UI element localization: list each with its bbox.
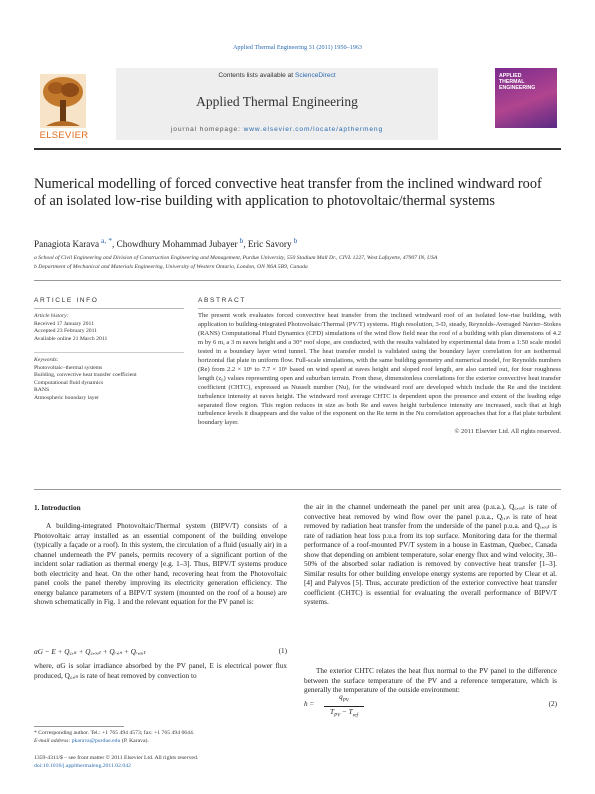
author-name[interactable]: Panagiota Karava (34, 239, 100, 250)
article-info-rule (34, 308, 184, 309)
cover-title-line: THERMAL (499, 79, 525, 85)
keywords-label: Keywords: (34, 357, 59, 363)
author-name[interactable]: , Chowdhury Mohammad Jubayer (112, 239, 238, 250)
cover-title (499, 73, 535, 91)
numerator-symbol: q (339, 693, 343, 701)
equation-number: (1) (278, 647, 287, 655)
abstract-body (198, 312, 561, 437)
journal-cover-thumbnail (495, 68, 557, 128)
email-link[interactable]: pkarava@purdue.edu (71, 737, 121, 744)
equation-text: αG − E + Q꜀,ₖ + Q꜀,ₒᵤₜ + Qᵣ,ᵢₙ + Qᵣ,ₒᵤₜ (34, 648, 146, 656)
footnote-line (34, 738, 294, 746)
keyword: Building, convective heat transfer coefficient (34, 372, 137, 379)
history-label: Article history: (34, 313, 69, 319)
paragraph-text: the air in the channel underneath the panel per unit area (p.u.a.), Q꜀,ₒᵤₜ is rate of convective heat removed by wind flow over the panel p.u.a., Qᵣ,ᵢₙ is rate of heat removed by radiation heat transfer from the underside of the panel p.u.a. and Qᵣ,ₒᵤₜ is rate of radiation heat loss p.u.a from its top surface. Monitoring data for the thermal performance of a roof-mounted PV/T system in a house in Eastman, Quebec, Canada show that depending on ambient temperature, solar energy flux and wind velocity, 30–50% of the absorbed solar radiation is removed by convective heat transfer [1–3]. Similar results for other building envelope energy systems are reported by Clear et al. [4] and Palyvos [5]. Thus, accurate prediction of the exterior convective heat transfer coefficient (CHTC) is essential for evaluating the overall performance of BIPV/T systems. (304, 503, 557, 606)
journal-masthead (34, 68, 561, 144)
paragraph-text: The exterior CHTC relates the heat flux normal to the PV panel to the difference between the surface temperature of the PV and a reference temperature, which is generally the temperature of the outside environment: (304, 667, 557, 694)
equation-2 (304, 692, 557, 719)
fraction-numerator (324, 692, 364, 707)
history-item: Received 17 January 2011 (34, 320, 94, 327)
homepage-prefix: journal homepage: (170, 126, 244, 133)
footnote-rule (34, 726, 124, 727)
author-marks[interactable]: a, * (99, 236, 113, 245)
affiliations (34, 254, 561, 271)
journal-title: Applied Thermal Engineering (196, 94, 358, 109)
article-history (34, 313, 184, 343)
author-name[interactable]: , Eric Savory (243, 239, 292, 250)
abstract-rule (198, 308, 561, 309)
contents-line (116, 72, 438, 79)
keyword: Atmospheric boundary layer (34, 394, 100, 401)
keyword: Photovoltaic–thermal systems (34, 364, 103, 371)
cover-title-line: APPLIED (499, 73, 522, 79)
keyword: Computational fluid dynamics (34, 379, 104, 386)
email-suffix: (P. Karava). (120, 737, 149, 744)
denominator-symbol: T (330, 708, 335, 717)
keywords-rule (34, 352, 184, 353)
history-item: Available online 21 March 2011 (34, 335, 108, 342)
affiliation: a School of Civil Engineering and Division of Construction Engineering and Management, Purdue University, 550 Stadium Mall Dr., CIVL 1227, West Lafayette, 47907 IN, USA (34, 255, 438, 261)
equation-1 (34, 647, 287, 657)
body-paragraph (34, 662, 287, 681)
footnote-line: * Corresponding author. Tel.: +1 765 494 4573; fax: +1 765 494 0644. (34, 730, 195, 736)
numerator-subscript: PV (342, 698, 349, 704)
article-title: Numerical modelling of forced convective heat transfer from the inclined windward roof of an isolated low-rise building with application to photovoltaic/thermal systems (34, 176, 542, 209)
homepage-link[interactable]: www.elsevier.com/locate/apthermeng (243, 126, 384, 133)
abstract-copyright: © 2011 Elsevier Ltd. All rights reserved. (454, 428, 561, 436)
cover-title-line: ENGINEERING (499, 85, 536, 91)
elsevier-tree-logo (34, 68, 92, 134)
contents-prefix: Contents lists available at (218, 72, 295, 79)
keywords (34, 357, 184, 403)
front-matter-line: 1359-4311/$ – see front matter © 2011 Elsevier Ltd. All rights reserved. (34, 755, 199, 761)
equation-lhs: h = (304, 700, 315, 708)
equation-fraction (324, 692, 364, 722)
email-label: E-mail address: (34, 737, 72, 744)
body-paragraph (34, 522, 287, 608)
doi-link[interactable]: doi:10.1016/j.applthermaleng.2011.02.042 (34, 762, 131, 769)
paragraph-text: A building-integrated Photovoltaic/Thermal system (BIPV/T) consists of a Photovoltaic array installed as an essential component of the building envelope (typically a façade or a roof). In this system, the circulation of a fluid (usually air) in a channel underneath the PV panels, permits recovery of a significant portion of the incident solar radiation as thermal energy [e.g. 1–3]. Thus, BIPV/T systems produce both electricity and heat. On the other hand, recovering heat from the Photovoltaic panel cools the panel thereby improving its electricity generation efficiency. The energy balance parameters of a BIPV/T system (mounted on the roof of a house) are shown schematically in Fig. 1 and the relevant equation for the PV panel is: (34, 522, 287, 606)
denominator-subscript: PV (334, 713, 341, 719)
masthead-center-panel (116, 68, 438, 140)
author-marks[interactable]: b (237, 236, 244, 245)
publisher-name: ELSEVIER (39, 130, 89, 141)
journal-homepage (116, 126, 438, 133)
journal-reference[interactable]: Applied Thermal Engineering 31 (2011) 1950–1963 (232, 44, 363, 51)
abstract-heading: ABSTRACT (198, 297, 246, 304)
denominator-subscript: ref (352, 713, 358, 719)
body-divider (34, 489, 561, 490)
body-paragraph (304, 503, 557, 608)
equation-number: (2) (548, 700, 557, 708)
history-item: Accepted 23 February 2011 (34, 328, 98, 335)
paragraph-text: where, αG is solar irradiance absorbed by the PV panel, E is electrical power flux produced, Q꜀,ᵢₙ is rate of heat removed by convection to (34, 662, 287, 680)
front-matter-footer (34, 755, 334, 770)
abstract-text: The present work evaluates forced convective heat transfer from the inclined windward roof of an isolated low-rise building, with application to building-integrated Photovoltaic/Thermal (PV/T) systems. High resolution, 3-D, steady, Reynolds-Averaged Navier–Stokes (RANS) Computational Fluid Dynamics (CFD) simulations of the wind flow field near the roof of a building with plan dimensions of 4.2 m by 6 m, a 3 m eaves height and a 30° roof slope, are conducted, with the results validated by experimental data from a 1:50 scale model tested in a boundary layer wind tunnel. The heat transfer model is validated using the boundary layer correlation for an isothermal horizontal flat plate in uniform flow. Full-scale simulations, with the same building geometry and numerical model, for Reynolds numbers (Re) from 2.2 × 10⁶ to 7.7 × 10⁶ based on wind speed at eaves height and sloped roof length, are also carried out, for four roughness length (z₀) values representing open and suburban terrain. From these, dimensionless correlations for the exterior convective heat transfer coefficient (CHTC), expressed as Nusselt number (Nu), for the windward roof are developed which include the Re and the incident turbulence intensity at eaves height. The windward roof average CHTC is dependent upon the presence and extent of the leading edge separated flow region. This region reduces in size as both Re and eaves height turbulence intensity are increased, such that at high turbulence levels it disappears and the value of the exponent on the Re term in the Nu correlation approaches that for a flat plate turbulent boundary layer. (198, 312, 561, 427)
keyword: RANS (34, 387, 50, 394)
fraction-denominator (324, 707, 364, 721)
author-list (34, 236, 561, 249)
section-heading: 1. Introduction (34, 504, 81, 512)
sciencedirect-link[interactable]: ScienceDirect (294, 72, 336, 79)
article-info-heading: ARTICLE INFO (34, 297, 99, 304)
footnote (34, 730, 294, 745)
affiliation: b Department of Mechanical and Materials Engineering, University of Western Ontario, London, ON N6A 5B9, Canada (34, 263, 308, 270)
author-marks[interactable]: b (291, 236, 298, 245)
denominator-operator: − T (340, 708, 353, 717)
masthead-divider (34, 148, 561, 150)
header-divider (34, 280, 561, 281)
